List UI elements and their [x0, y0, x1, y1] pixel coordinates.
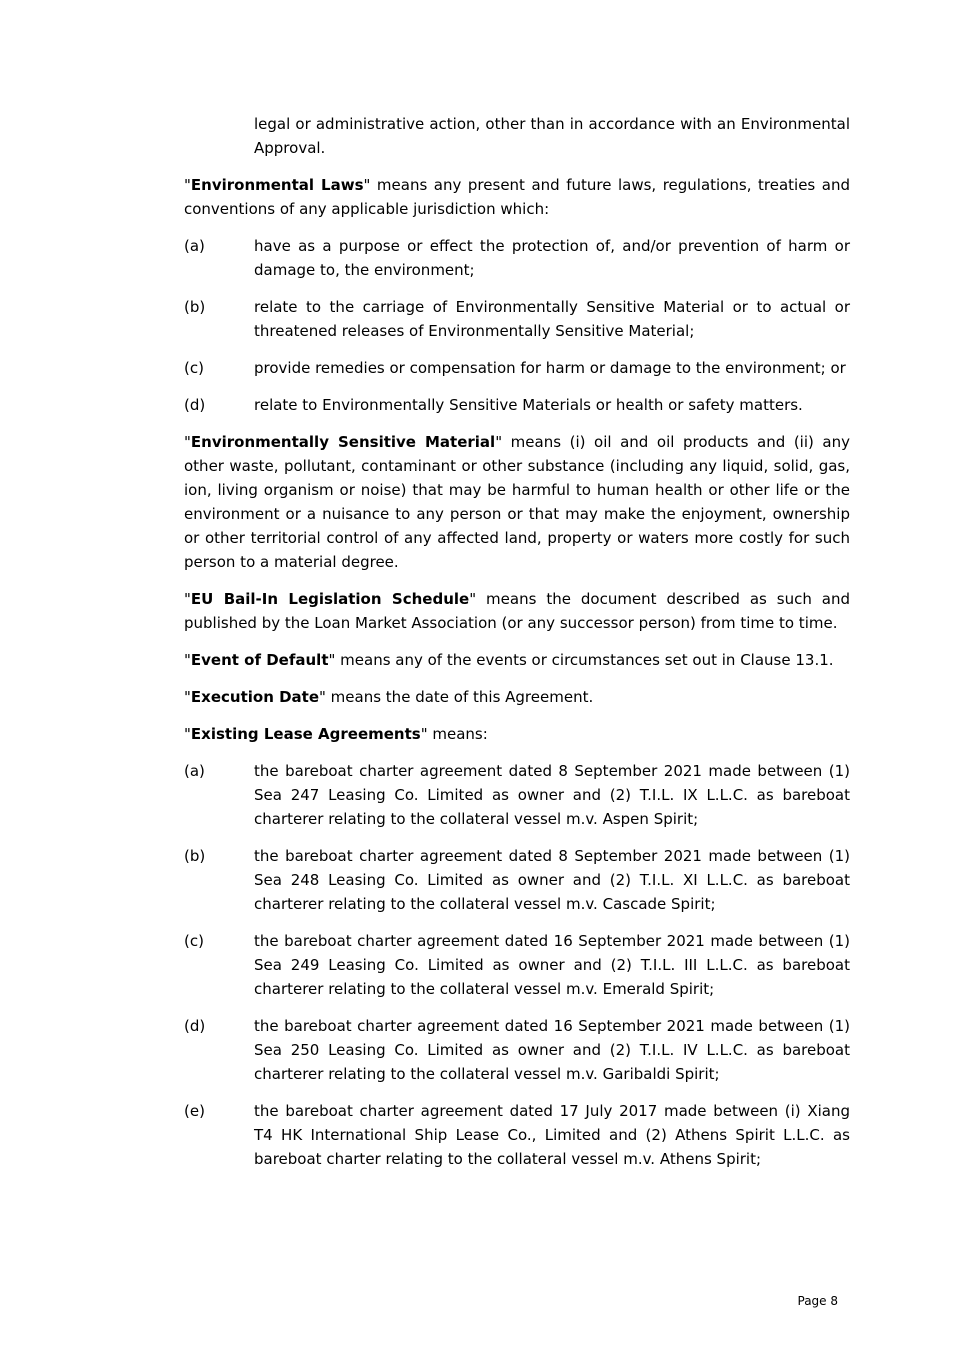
list-item-label: (c): [184, 932, 204, 950]
list-item-text: the bareboat charter agreement dated 16 September 2021 made between (1) Sea 250 Leasing Co. Limited as owner and (2) T.I.L. IV L.L.C. as bareboat charterer relating to the collateral vessel m.v. Garibaldi Spirit;: [254, 1017, 850, 1083]
list-item-existing-lease-c: [184, 929, 850, 1001]
list-item-label: (b): [184, 298, 206, 316]
defined-term: Environmentally Sensitive Material: [190, 433, 496, 451]
open-quote: ": [184, 651, 191, 669]
list-item-environmental-laws-a: [184, 234, 850, 282]
definition-text: " means any present and future laws, regulations, treaties and conventions of any applicable jurisdiction which:: [184, 176, 850, 218]
list-item-text: the bareboat charter agreement dated 17 July 2017 made between (i) Xiang T4 HK International Ship Lease Co., Limited and (2) Athens Spirit L.L.C. as bareboat charter relating to the collateral vessel m.v. Athens Spirit;: [254, 1102, 850, 1168]
list-item-text: provide remedies or compensation for harm or damage to the environment; or: [254, 359, 846, 377]
document-body: [184, 112, 850, 1184]
definition-text: " means (i) oil and oil products and (ii) any other waste, pollutant, contaminant or other substance (including any liquid, solid, gas, ion, living organism or noise) that may be harmful to human health or other life or the environment or a nuisance to any person or that may make the enjoyment, ownership or other territorial control of any affected land, property or waters more costly for such person to a material degree.: [184, 433, 850, 571]
open-quote: ": [184, 725, 191, 743]
list-item-existing-lease-e: [184, 1099, 850, 1171]
list-item-environmental-laws-b: [184, 295, 850, 343]
definition-environmental-laws: [184, 173, 850, 221]
list-item-label: (b): [184, 847, 206, 865]
paragraph-text: legal or administrative action, other than in accordance with an Environmental Approval.: [254, 115, 850, 157]
list-item-text: the bareboat charter agreement dated 16 September 2021 made between (1) Sea 249 Leasing Co. Limited as owner and (2) T.I.L. III L.L.C. as bareboat charterer relating to the collateral vessel m.v. Emerald Spirit;: [254, 932, 850, 998]
defined-term: Execution Date: [190, 688, 320, 706]
list-item-text: the bareboat charter agreement dated 8 September 2021 made between (1) Sea 247 Leasing Co. Limited as owner and (2) T.I.L. IX L.L.C. as bareboat charterer relating to the collateral vessel m.v. Aspen Spirit;: [254, 762, 850, 828]
definition-execution-date: [184, 685, 850, 709]
definition-environmentally-sensitive-material: [184, 430, 850, 574]
open-quote: ": [184, 688, 191, 706]
defined-term: Environmental Laws: [190, 176, 364, 194]
page-number: Page 8: [797, 1294, 838, 1308]
definition-text: " means:: [420, 725, 488, 743]
list-item-label: (e): [184, 1102, 205, 1120]
list-item-environmental-laws-c: [184, 356, 850, 380]
open-quote: ": [184, 176, 191, 194]
paragraph-continuation: [184, 112, 850, 160]
list-item-label: (d): [184, 396, 206, 414]
defined-term: Existing Lease Agreements: [190, 725, 421, 743]
definition-text: " means the document described as such and published by the Loan Market Association (or any successor person) from time to time.: [184, 590, 850, 632]
page-footer: [798, 1293, 839, 1309]
definition-text: " means any of the events or circumstances set out in Clause 13.1.: [328, 651, 834, 669]
list-item-text: have as a purpose or effect the protection of, and/or prevention of harm or damage to, the environment;: [254, 237, 850, 279]
list-item-existing-lease-d: [184, 1014, 850, 1086]
defined-term: EU Bail-In Legislation Schedule: [190, 590, 470, 608]
list-item-text: relate to the carriage of Environmentally Sensitive Material or to actual or threatened releases of Environmentally Sensitive Material;: [254, 298, 850, 340]
list-item-label: (a): [184, 237, 205, 255]
list-item-environmental-laws-d: [184, 393, 850, 417]
definition-event-of-default: [184, 648, 850, 672]
open-quote: ": [184, 433, 191, 451]
list-item-label: (a): [184, 762, 205, 780]
list-item-text: the bareboat charter agreement dated 8 September 2021 made between (1) Sea 248 Leasing Co. Limited as owner and (2) T.I.L. XI L.L.C. as bareboat charterer relating to the collateral vessel m.v. Cascade Spirit;: [254, 847, 850, 913]
definition-existing-lease-agreements: [184, 722, 850, 746]
defined-term: Event of Default: [190, 651, 329, 669]
list-item-label: (d): [184, 1017, 206, 1035]
open-quote: ": [184, 590, 191, 608]
list-item-label: (c): [184, 359, 204, 377]
list-item-existing-lease-b: [184, 844, 850, 916]
list-item-existing-lease-a: [184, 759, 850, 831]
list-item-text: relate to Environmentally Sensitive Materials or health or safety matters.: [254, 396, 803, 414]
definition-eu-bail-in-legislation-schedule: [184, 587, 850, 635]
definition-text: " means the date of this Agreement.: [319, 688, 594, 706]
